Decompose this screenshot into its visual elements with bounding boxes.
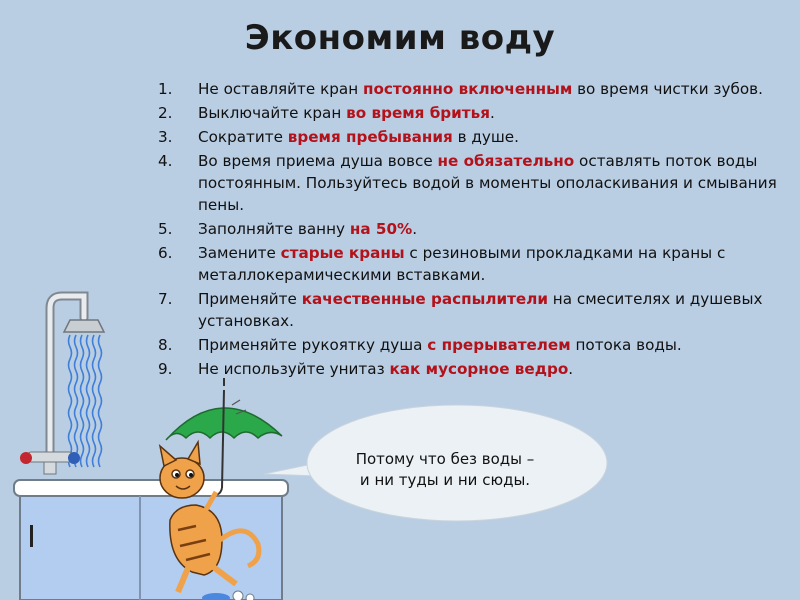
list-item: 7. Применяйте качественные распылители на смесителях и душевых установках.: [158, 290, 763, 330]
list-item: 9. Не используйте унитаз как мусорное ведро.: [158, 360, 574, 378]
bathtub-icon: [14, 480, 288, 600]
list-item: 6. Замените старые краны с резиновыми прокладками на краны с металлокерамическими вставками.: [158, 244, 726, 284]
list-item: 1. Не оставляйте кран постоянно включенным во время чистки зубов.: [158, 80, 763, 98]
faucet-icon: [20, 452, 80, 474]
list-item: 8. Применяйте рукоятку душа с прерывателем потока воды.: [158, 336, 682, 354]
list-item: 2. Выключайте кран во время бритья.: [158, 104, 495, 122]
list-item: 5. Заполняйте ванну на 50%.: [158, 220, 418, 238]
water-stream-icon: [69, 335, 102, 467]
speech-bubble-text: Потому что без воды – и ни туды и ни сюды.: [355, 450, 535, 489]
list-item: 4. Во время приема душа вовсе не обязательно оставлять поток воды постоянным. Пользуйтесь водой в моменты ополаскивания и смывания пены.: [158, 152, 777, 214]
list-item: 3. Сократите время пребывания в душе.: [158, 128, 519, 146]
slide-title: Экономим воду: [244, 18, 556, 58]
